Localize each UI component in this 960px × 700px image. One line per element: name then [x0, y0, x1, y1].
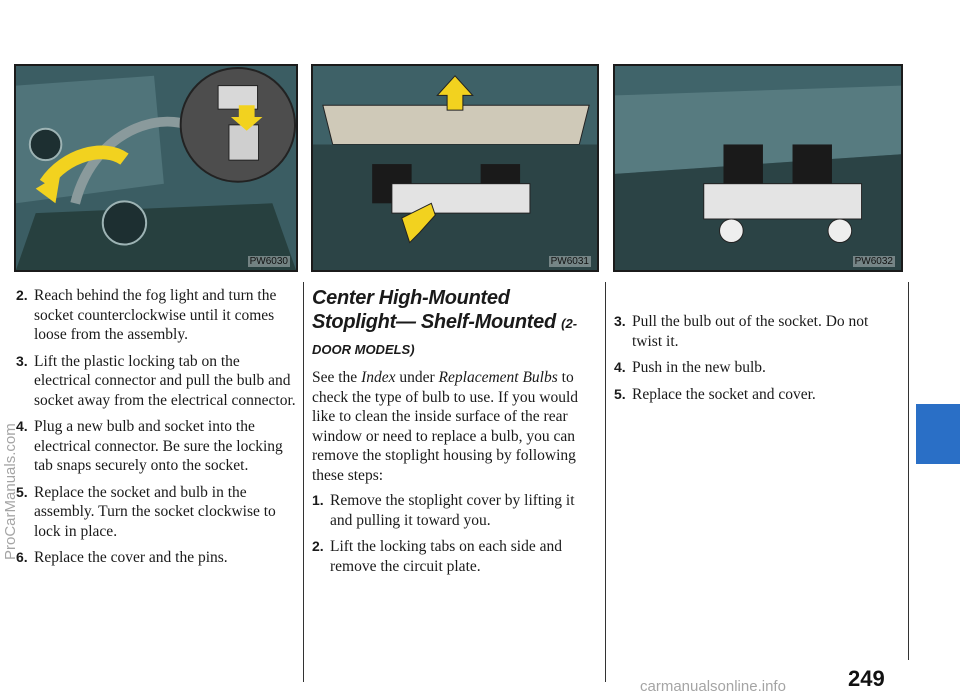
list-item	[16, 483, 298, 542]
step-text: Replace the cover and the pins.	[34, 549, 228, 566]
figure-stoplight-cover	[311, 64, 599, 272]
fog-light-illustration	[16, 66, 296, 270]
figure-label: PW6031	[550, 256, 589, 267]
step-number: 4.	[614, 359, 626, 375]
fog-light-steps	[16, 286, 298, 568]
step-text: Lift the plastic locking tab on the electrical connector and pull the bulb and socket away from the electrical connector.	[34, 352, 296, 409]
step-number: 3.	[16, 352, 28, 369]
watermark-left: ProCarManuals.com	[2, 423, 19, 560]
stoplight-cover-illustration	[313, 66, 597, 270]
step-number: 5.	[614, 385, 626, 402]
list-item	[312, 491, 596, 530]
list-item	[312, 537, 596, 576]
figure-label: PW6032	[854, 256, 893, 267]
step-number: 6.	[16, 549, 28, 565]
step-text: Remove the stoplight cover by lifting it and pulling it toward you.	[330, 492, 575, 529]
index-reference: Index	[361, 369, 396, 386]
step-text: Pull the bulb out of the socket. Do not twist it.	[632, 313, 869, 350]
step-number: 2.	[16, 287, 28, 303]
list-item	[614, 312, 902, 351]
left-column	[16, 286, 298, 575]
bulb-steps	[614, 312, 902, 404]
column-divider	[303, 282, 304, 682]
heading-sub: (2-DOOR MODELS)	[312, 316, 578, 357]
heading-main: Center High-Mounted Stoplight— Shelf-Mounted	[312, 287, 556, 333]
list-item	[16, 417, 298, 476]
intro-text: See the	[312, 369, 362, 386]
right-column	[614, 312, 902, 411]
step-text: Plug a new bulb and socket into the electrical connector. Be sure the locking tab snaps securely onto the socket.	[34, 418, 283, 474]
middle-column	[312, 286, 596, 583]
step-number: 2.	[312, 538, 324, 554]
step-text: Reach behind the fog light and turn the socket counterclockwise until it comes loose from the assembly.	[34, 287, 277, 343]
section-tab-marker	[916, 404, 960, 464]
step-text: Replace the socket and bulb in the assembly. Turn the socket clockwise to lock in place.	[34, 483, 276, 540]
replacement-bulbs-reference: Replacement Bulbs	[438, 369, 558, 386]
step-text: Lift the locking tabs on each side and remove the circuit plate.	[330, 538, 563, 575]
stoplight-steps	[312, 491, 596, 576]
step-number: 1.	[312, 492, 324, 508]
intro-text: under	[395, 369, 439, 386]
step-number: 4.	[16, 418, 28, 434]
list-item	[16, 548, 298, 568]
step-number: 3.	[614, 313, 626, 329]
list-item	[16, 286, 298, 345]
step-text: Replace the socket and cover.	[632, 385, 816, 403]
intro-text: to check the type of bulb to use. If you would like to clean the inside surface of the rear window or need to replace a bulb, you can remove the stoplight housing by following these steps:	[312, 369, 579, 484]
intro-paragraph	[312, 368, 596, 485]
watermark-bottom: carmanualsonline.info	[640, 678, 786, 695]
column-divider	[908, 282, 909, 660]
figure-fog-light	[14, 64, 298, 272]
list-item	[614, 358, 902, 378]
figure-label: PW6030	[249, 256, 288, 267]
section-heading	[312, 286, 596, 362]
list-item	[16, 352, 298, 411]
circuit-plate-illustration	[615, 66, 901, 270]
figure-circuit-plate	[613, 64, 903, 272]
step-number: 5.	[16, 483, 28, 500]
page-number: 249	[848, 666, 885, 691]
column-divider	[605, 282, 606, 682]
list-item	[614, 385, 902, 405]
step-text: Push in the new bulb.	[632, 359, 766, 376]
